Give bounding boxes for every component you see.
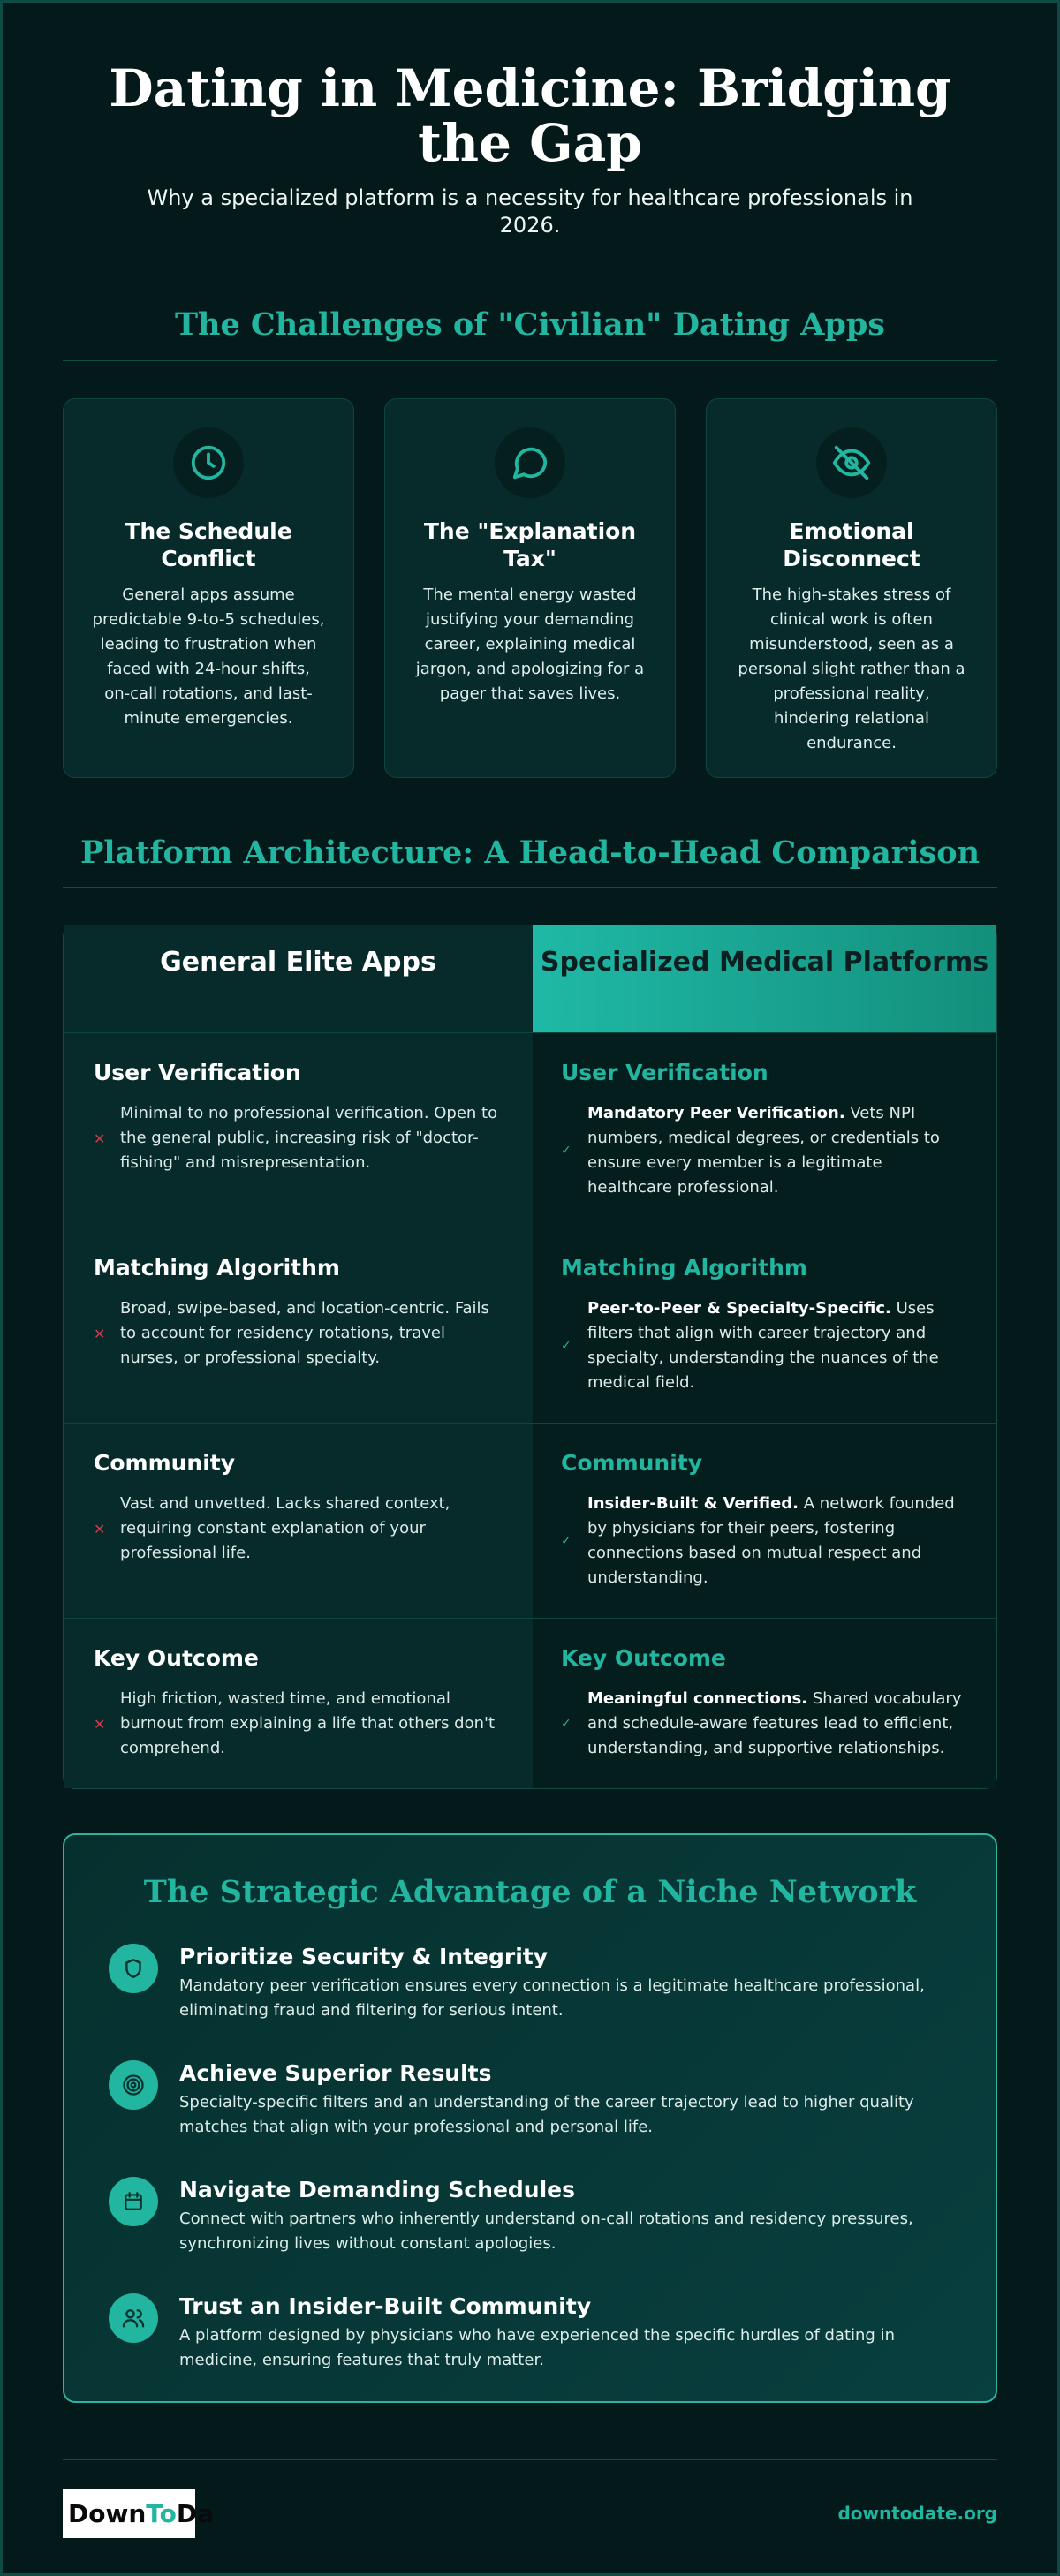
- shield-icon: [109, 1944, 158, 1993]
- section-divider: [63, 360, 997, 361]
- row-label: Community: [94, 1450, 236, 1476]
- challenge-card-schedule: [63, 398, 354, 778]
- check-icon: ✓: [561, 1144, 572, 1158]
- advantage-text: A platform designed by physicians who have experienced the specific hurdles of dating in medicine, ensuring features that truly matter.: [179, 2326, 895, 2369]
- row-label: User Verification: [561, 1060, 768, 1085]
- advantage-item: [109, 2060, 951, 2140]
- table-row: [64, 1032, 996, 1228]
- row-label: Key Outcome: [561, 1645, 726, 1671]
- specialized-text: Peer-to-Peer & Specialty-Specific. Uses filters that align with career trajectory and specialty, understanding the nuances of the medical field.: [587, 1299, 939, 1392]
- advantage-item: [109, 2293, 951, 2373]
- challenges-title: The Challenges of "Civilian" Dating Apps: [174, 306, 885, 343]
- page-title: Dating in Medicine: Bridging the Gap: [109, 58, 951, 173]
- card-text: General apps assume predictable 9-to-5 schedules, leading to frustration when faced with 24-hour shifts, on-call rotations, and last-minute emergencies.: [92, 585, 325, 728]
- advantage-item: [109, 1944, 951, 2023]
- row-label: Matching Algorithm: [94, 1255, 340, 1280]
- check-icon: ✓: [561, 1339, 572, 1353]
- specialized-platforms-header: Specialized Medical Platforms: [533, 925, 996, 1032]
- advantage-heading: Trust an Insider-Built Community: [179, 2293, 592, 2319]
- target-icon: [109, 2060, 158, 2110]
- section-divider: [63, 887, 997, 888]
- check-icon: ✓: [561, 1717, 572, 1731]
- users-icon: [109, 2293, 158, 2343]
- table-row: [64, 1228, 996, 1423]
- comparison-header: [64, 925, 996, 1032]
- general-cell: [64, 1424, 533, 1618]
- general-apps-header: General Elite Apps: [64, 925, 533, 1032]
- general-cell: [64, 1228, 533, 1423]
- page-subtitle: Why a specialized platform is a necessity for healthcare professionals in 2026.: [147, 185, 913, 238]
- general-cell: [64, 1033, 533, 1228]
- row-label: Matching Algorithm: [561, 1255, 807, 1280]
- row-label: Key Outcome: [94, 1645, 259, 1671]
- eye-off-icon: [816, 427, 887, 498]
- advantage-text: Mandatory peer verification ensures every connection is a legitimate healthcare professional, eliminating fraud and filtering for serious intent.: [179, 1976, 925, 2020]
- comparison-title: Platform Architecture: A Head-to-Head Comparison: [80, 835, 980, 871]
- general-text: Minimal to no professional verification. Open to the general public, increasing risk of "doctor-fishing" and misrepresentation.: [120, 1104, 498, 1172]
- specialized-cell: [533, 1619, 996, 1788]
- row-label: User Verification: [94, 1060, 301, 1085]
- general-text: High friction, wasted time, and emotional burnout from explaining a life that others don't comprehend.: [120, 1689, 496, 1757]
- general-text: Vast and unvetted. Lacks shared context, requiring constant explanation of your professional life.: [120, 1494, 450, 1562]
- challenge-cards: [63, 398, 997, 778]
- specialized-cell: [533, 1424, 996, 1618]
- advantage-heading: Achieve Superior Results: [179, 2060, 492, 2086]
- advantage-heading: Navigate Demanding Schedules: [179, 2177, 575, 2202]
- specialized-cell: [533, 1033, 996, 1228]
- specialized-text: Insider-Built & Verified. A network founded by physicians for their peers, fostering connections based on mutual respect and understanding.: [587, 1494, 955, 1587]
- cross-icon: ✕: [94, 1520, 106, 1537]
- clock-icon: [173, 427, 244, 498]
- advantage-item: [109, 2177, 951, 2256]
- challenge-card-emotional: [706, 398, 997, 778]
- specialized-cell: [533, 1228, 996, 1423]
- cross-icon: ✕: [94, 1325, 106, 1342]
- table-row: [64, 1423, 996, 1618]
- cross-icon: ✕: [94, 1129, 106, 1147]
- general-cell: [64, 1619, 533, 1788]
- advantage-text: Connect with partners who inherently understand on-call rotations and residency pressures, synchronizing lives without constant apologies.: [179, 2210, 913, 2253]
- website-link[interactable]: downtodate.org: [837, 2503, 997, 2524]
- advantage-heading: Prioritize Security & Integrity: [179, 1944, 549, 1969]
- general-text: Broad, swipe-based, and location-centric. Fails to account for residency rotations, travel nurses, or professional specialty.: [120, 1299, 489, 1367]
- check-icon: ✓: [561, 1534, 572, 1548]
- table-row: [64, 1618, 996, 1788]
- card-text: The mental energy wasted justifying your demanding career, explaining medical jargon, and apologizing for a pager that saves lives.: [415, 585, 645, 703]
- chat-bubble-icon: [495, 427, 565, 498]
- brand-logo[interactable]: Down To Da: [63, 2489, 195, 2538]
- specialized-text: Mandatory Peer Verification. Vets NPI numbers, medical degrees, or credentials to ensure every member is a legitimate healthcare professional.: [587, 1104, 940, 1197]
- footer: [63, 2489, 997, 2538]
- card-title: Emotional Disconnect: [783, 518, 920, 571]
- challenge-card-explanation: [384, 398, 676, 778]
- card-title: The Schedule Conflict: [125, 518, 292, 571]
- advantage-title: The Strategic Advantage of a Niche Network: [143, 1874, 917, 1910]
- card-title: The "Explanation Tax": [423, 518, 637, 571]
- card-text: The high-stakes stress of clinical work is often misunderstood, seen as a personal slight rather than a professional reality, hindering relational endurance.: [738, 585, 965, 752]
- calendar-icon: [109, 2177, 158, 2226]
- advantage-text: Specialty-specific filters and an understanding of the career trajectory lead to higher quality matches that align with your professional and personal life.: [179, 2093, 914, 2136]
- advantage-panel: [63, 1833, 997, 2403]
- row-label: Community: [561, 1450, 703, 1476]
- footer-divider: [63, 2459, 997, 2460]
- cross-icon: ✕: [94, 1715, 106, 1733]
- comparison-table: [63, 925, 997, 1789]
- specialized-text: Meaningful connections. Shared vocabulary and schedule-aware features lead to efficient, understanding, and supportive relationships.: [587, 1689, 962, 1757]
